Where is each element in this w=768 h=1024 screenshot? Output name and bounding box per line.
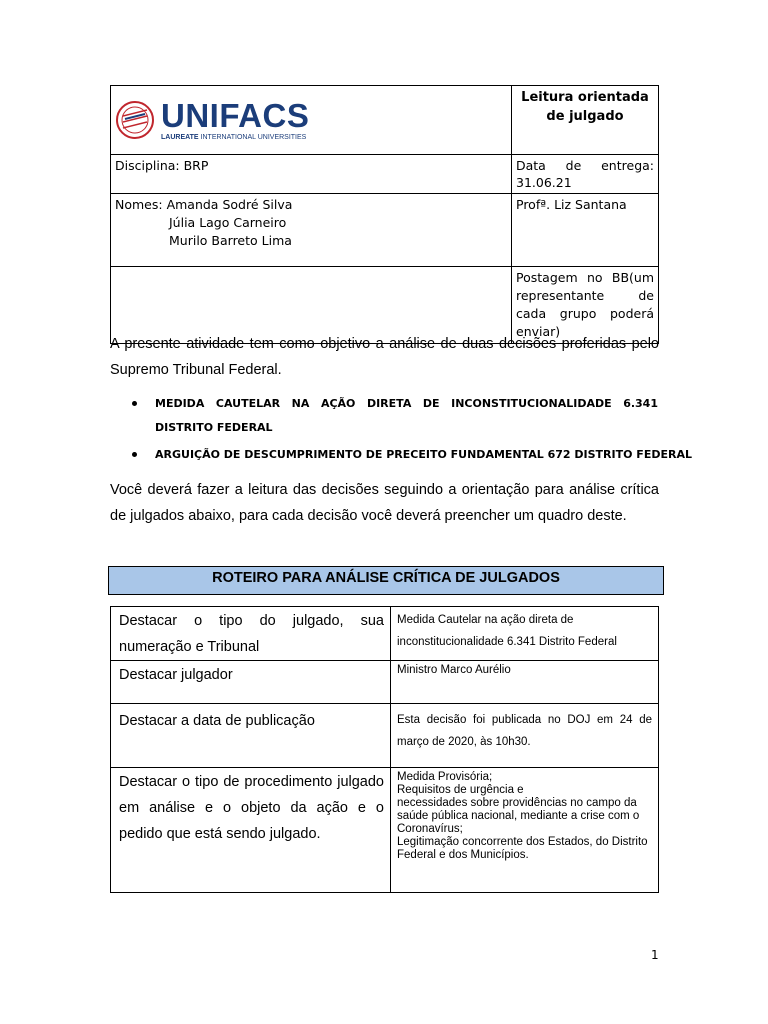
value-line: necessidades sobre providências no campo da saúde pública nacional, mediante a crise com o Coronavírus;	[397, 797, 640, 835]
bullet-dot	[132, 452, 137, 457]
row-label: Destacar o tipo do julgado, sua numeração e Tribunal	[111, 607, 391, 661]
table-row	[111, 768, 659, 893]
page-number: 1	[651, 948, 659, 962]
nome-julia: Júlia Lago Carneiro	[169, 215, 287, 230]
row-value: Esta decisão foi publicada no DOJ em 24 de março de 2020, às 10h30.	[391, 704, 659, 768]
postagem-cell: Postagem no BB(um representante de cada grupo poderá enviar)	[512, 267, 659, 344]
row-value: Ministro Marco Aurélio	[391, 661, 659, 704]
row-label: Destacar julgador	[111, 661, 391, 704]
instructions-paragraph: Você deverá fazer a leitura das decisões seguindo a orientação para análise crítica de julgados abaixo, para cada decisão você deverá preencher um quadro deste.	[110, 482, 659, 524]
value-line: Requisitos de urgência e	[397, 784, 524, 796]
nome-murilo: Murilo Barreto Lima	[169, 233, 292, 248]
row-value: Medida Cautelar na ação direta de inconstitucionalidade 6.341 Distrito Federal	[391, 607, 659, 661]
nomes-cell	[111, 194, 512, 267]
table-row	[111, 661, 659, 704]
row-value	[391, 768, 659, 893]
intro-paragraph: A presente atividade tem como objetivo a análise de duas decisões proferidas pelo Supremo Tribunal Federal.	[110, 336, 659, 378]
table-row	[111, 704, 659, 768]
logo-name: UNIFACS	[161, 96, 310, 134]
disciplina-cell: Disciplina: BRP	[111, 155, 512, 194]
logo-cell	[111, 86, 512, 155]
logo-subtitle: LAUREATE INTERNATIONAL UNIVERSITIES	[161, 133, 307, 141]
document-title: Leitura orientada de julgado	[512, 86, 659, 155]
value-line: Legitimação concorrente dos Estados, do Distrito Federal e dos Municípios.	[397, 836, 648, 861]
roteiro-title-bar: ROTEIRO PARA ANÁLISE CRÍTICA DE JULGADOS	[108, 566, 664, 595]
roteiro-table	[110, 606, 659, 893]
nome-amanda: Nomes: Amanda Sodré Silva	[115, 197, 293, 212]
table-row	[111, 607, 659, 661]
row-label: Destacar a data de publicação	[111, 704, 391, 768]
row-label: Destacar o tipo de procedimento julgado em análise e o objeto da ação e o pedido que está sendo julgado.	[111, 768, 391, 893]
professora-cell: Profª. Liz Santana	[512, 194, 659, 267]
bullet-item-1: MEDIDA CAUTELAR NA AÇÃO DIRETA DE INCONSTITUCIONALIDADE 6.341 DISTRITO FEDERAL	[155, 397, 658, 434]
university-seal-icon	[115, 100, 155, 140]
unifacs-logo	[115, 86, 507, 154]
bullet-dot	[132, 401, 137, 406]
value-line: Medida Provisória;	[397, 771, 493, 783]
bullet-item-2: ARGUIÇÃO DE DESCUMPRIMENTO DE PRECEITO FUNDAMENTAL 672 DISTRITO FEDERAL	[155, 448, 692, 461]
header-table	[110, 85, 659, 344]
data-entrega-cell: Data de entrega: 31.06.21	[512, 155, 659, 194]
